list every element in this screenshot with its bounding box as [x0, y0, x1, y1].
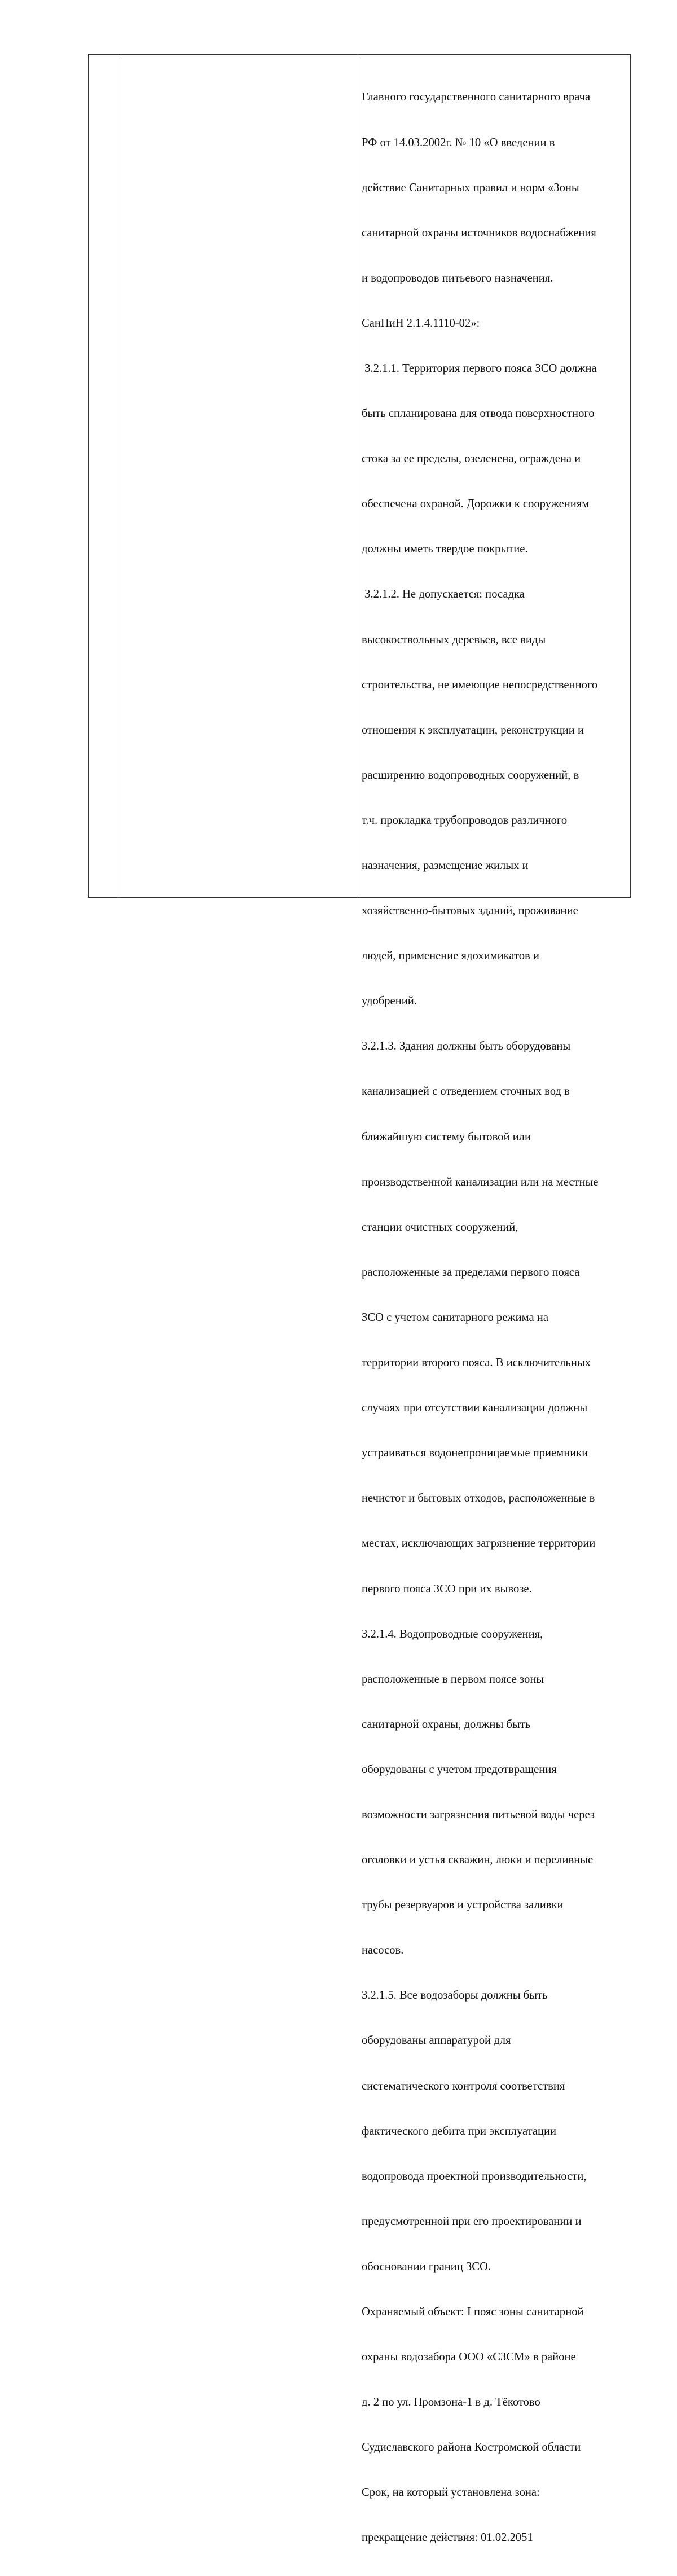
text-line: водопровода проектной производительности,	[362, 2170, 587, 2183]
text-line: СанПиН 2.1.4.1110-02»:	[362, 317, 480, 330]
text-line: канализацией с отведением сточных вод в	[362, 1085, 570, 1098]
text-line: расположенные в первом поясе зоны	[362, 1673, 544, 1686]
text-line: первого пояса ЗСО при их вывозе.	[362, 1582, 532, 1595]
text-line: предусмотренной при его проектировании и	[362, 2215, 582, 2228]
text-line: стока за ее пределы, озеленена, ограждена и	[362, 453, 581, 466]
text-line: систематического контроля соответствия	[362, 2079, 565, 2092]
text-line: 3.2.1.4. Водопроводные сооружения,	[362, 1627, 543, 1640]
text-line: насосов.	[362, 1944, 404, 1957]
text-line: трубы резервуаров и устройства заливки	[362, 1899, 564, 1912]
text-line: санитарной охраны, должны быть	[362, 1718, 531, 1731]
text-line: расположенные за пределами первого пояса	[362, 1266, 580, 1279]
text-line: оголовки и устья скважин, люки и переливные	[362, 1854, 594, 1867]
text-line: производственной канализации или на местные	[362, 1175, 599, 1188]
text-line: действие Санитарных правил и норм «Зоны	[362, 181, 579, 194]
text-line: т.ч. прокладка трубопроводов различного	[362, 814, 568, 827]
text-line: фактического дебита при эксплуатации	[362, 2125, 557, 2138]
requirements-cell-text	[362, 60, 629, 2576]
text-line: обосновании границ ЗСО.	[362, 2260, 491, 2273]
text-line: 3.2.1.2. Не допускается: посадка	[362, 588, 525, 601]
text-line: станции очистных сооружений,	[362, 1221, 518, 1234]
text-line: охраны водозабора ООО «СЗСМ» в районе	[362, 2351, 576, 2364]
text-line: назначения, размещение жилых и	[362, 859, 529, 872]
text-line: должны иметь твердое покрытие.	[362, 543, 528, 556]
text-line: ближайшую систему бытовой или	[362, 1130, 531, 1143]
text-line: случаях при отсутствии канализации должны	[362, 1402, 588, 1415]
text-line: удобрений.	[362, 995, 417, 1008]
text-line: Срок, на который установлена зона:	[362, 2486, 540, 2499]
text-line: территории второго пояса. В исключительных	[362, 1357, 591, 1370]
text-line: 3.2.1.1. Территория первого пояса ЗСО должна	[362, 362, 597, 375]
text-line: высокоствольных деревьев, все виды	[362, 633, 546, 646]
text-line: оборудованы с учетом предотвращения	[362, 1763, 557, 1776]
text-line: оборудованы аппаратурой для	[362, 2034, 511, 2047]
text-line: возможности загрязнения питьевой воды через	[362, 1808, 595, 1821]
text-line: 3.2.1.3. Здания должны быть оборудованы	[362, 1040, 571, 1053]
text-line: строительства, не имеющие непосредственного	[362, 678, 598, 691]
text-line: местах, исключающих загрязнение территории	[362, 1537, 596, 1550]
text-line: 3.2.1.5. Все водозаборы должны быть	[362, 1989, 548, 2002]
text-line: хозяйственно-бытовых зданий, проживание	[362, 905, 578, 918]
text-line: быть спланирована для отвода поверхностного	[362, 407, 595, 420]
text-line: прекращение действия: 01.02.2051	[362, 2531, 533, 2544]
text-line: устраиваться водонепроницаемые приемники	[362, 1447, 588, 1460]
text-line: Главного государственного санитарного врача	[362, 91, 591, 104]
text-line: людей, применение ядохимикатов и	[362, 950, 539, 963]
document-table	[88, 54, 631, 2544]
text-line: нечистот и бытовых отходов, расположенные в	[362, 1492, 595, 1505]
text-line: ЗСО с учетом санитарного режима на	[362, 1311, 548, 1324]
text-line: д. 2 по ул. Промзона-1 в д. Тёкотово	[362, 2396, 540, 2409]
text-line: Судиславского района Костромской области	[362, 2441, 581, 2454]
text-line: и водопроводов питьевого назначения.	[362, 271, 553, 284]
text-line: расширению водопроводных сооружений, в	[362, 769, 579, 782]
text-line: отношения к эксплуатации, реконструкции и	[362, 723, 584, 736]
text-line: обеспечена охраной. Дорожки к сооружениям	[362, 498, 590, 511]
text-line: РФ от 14.03.2002г. № 10 «О введении в	[362, 136, 555, 149]
text-line: санитарной охраны источников водоснабжения	[362, 226, 596, 239]
text-line: Охраняемый объект: I пояс зоны санитарной	[362, 2306, 584, 2318]
